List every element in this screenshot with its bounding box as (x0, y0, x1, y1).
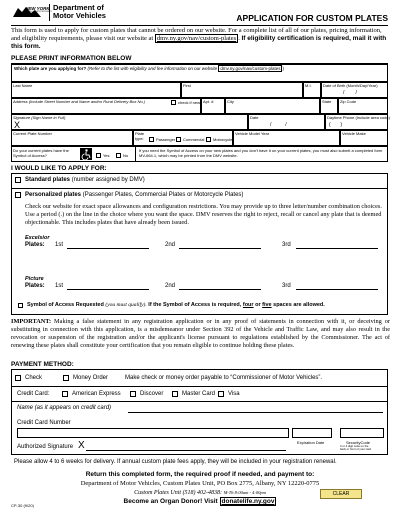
section-print-heading: PLEASE PRINT INFORMATION BELOW (11, 55, 132, 62)
title-rule (11, 25, 388, 26)
excelsior-plates-label: Plates: (25, 242, 45, 248)
payment-divider (11, 386, 388, 387)
signature-label: Signature (Sign Name in Full) (13, 115, 66, 120)
expiration-field[interactable] (292, 428, 332, 438)
passenger-checkbox[interactable] (149, 137, 154, 142)
section-apply-heading: I WOULD LIKE TO APPLY FOR: (11, 165, 107, 172)
city-field[interactable] (225, 98, 320, 114)
phone-parens: ( ) (329, 122, 343, 128)
standard-plates-checkbox[interactable] (15, 177, 21, 183)
excelsior-third-choice[interactable] (296, 248, 378, 249)
date-slashes: / / (270, 122, 287, 128)
symbol-divider (135, 146, 136, 162)
plate-type-label: Plate type: (135, 131, 145, 141)
personalized-plates-label: Personalized plates (Passenger Plates, Commercial Plates or Motorcycle Plates) (25, 192, 244, 198)
name-on-card-field[interactable] (128, 412, 383, 413)
organ-donor-link[interactable]: donatelife.ny.gov (221, 498, 275, 505)
state-label: State (322, 99, 332, 104)
phone-label: Daytime Phone (Include area code) (327, 115, 390, 120)
excelsior-first-label: 1st (55, 242, 64, 248)
payment-heading: PAYMENT METHOD: (11, 361, 74, 368)
zip-label: Zip Code (340, 99, 357, 104)
standard-divider (11, 188, 388, 189)
delivery-note: Please allow 4 to 6 weeks for delivery. If annual custom plate fees apply, they will be included in your registration renewal. (14, 459, 337, 465)
last-name-label: Last Name (13, 83, 33, 88)
date-label: Date (250, 115, 259, 120)
last-name-field[interactable] (11, 82, 181, 98)
picture-plates-label: Plates: (25, 283, 45, 289)
logo-divider (49, 4, 50, 21)
new-address-label: check if new (178, 100, 201, 105)
picture-second-label: 2nd (165, 283, 176, 289)
security-code-note-2: back or front of your card (340, 447, 372, 451)
visa-checkbox[interactable] (218, 391, 224, 397)
security-code-note-1: 3 or 4 digit code on the (340, 444, 369, 448)
mastercard-checkbox[interactable] (172, 391, 178, 397)
excelsior-third-label: 3rd (282, 242, 291, 248)
money-order-label: Money Order (73, 375, 109, 381)
picture-first-label: 1st (55, 283, 64, 289)
symbol-no-checkbox[interactable] (116, 153, 121, 158)
standard-plates-label: Standard plates (number assigned by DMV) (25, 177, 145, 183)
which-plate-link[interactable]: dmv.ny.gov/nav/custom-plates (220, 66, 281, 71)
symbol-requested-checkbox[interactable] (18, 303, 23, 308)
address-label: Address (Include Street Number and Name and/or Rural Delivery Box No.) (13, 99, 146, 104)
page-title: APPLICATION FOR CUSTOM PLATES (236, 13, 388, 23)
form-id: CP-30 (9/20) (11, 503, 34, 508)
vehicle-year-label: Vehicle Model Year (235, 131, 270, 136)
personalized-plates-checkbox[interactable] (15, 192, 21, 198)
visa-label: Visa (228, 391, 240, 397)
motorcycle-label: Motorcycle (213, 137, 233, 142)
clear-button[interactable]: CLEAR (320, 489, 362, 499)
first-name-field[interactable] (181, 82, 303, 98)
payable-text: Make check or money order payable to “Commissioner of Motor Vehicles”. (125, 375, 323, 381)
mastercard-label: Master Card (182, 391, 216, 397)
commercial-checkbox[interactable] (176, 137, 181, 142)
authorized-signature-label: Authorized Signature (17, 444, 74, 450)
organ-donor-line: Become an Organ Donor! Visit donatelife.ny.gov (123, 498, 275, 505)
return-address: Department of Motor Vehicles, Custom Plates Unit, PO Box 2775, Albany, NY 12220-0775 (80, 480, 320, 487)
discover-checkbox[interactable] (130, 391, 136, 397)
custom-plates-phone-line: Custom Plates Unit (518) 402-4838: M-Th 8:00am - 4:00pm (134, 490, 266, 496)
dob-label: Date of Birth (Month/Day/Year) (323, 83, 378, 88)
intro-bold-text: If eligibility certification is required, mail it with this form. (11, 35, 387, 50)
card-number-field[interactable] (17, 428, 289, 438)
intro-text: This form is used to apply for custom plates that cannot be ordered on our website. For a complete list of all of our plates, pricing information, and eligibility requirements, please visit our website at (11, 27, 382, 42)
logo-sub-text: STATE OF OPPORTUNITY (25, 11, 52, 13)
picture-first-choice[interactable] (67, 289, 149, 290)
symbol-requested-label: Symbol of Access Requested (you must qualify). If the Symbol of Access is required, four or five spaces are allowed. (27, 302, 325, 308)
symbol-yes-label: Yes (103, 153, 110, 158)
security-code-field[interactable] (340, 428, 384, 438)
money-order-checkbox[interactable] (63, 375, 69, 381)
apt-label: Apt. # (203, 99, 214, 104)
middle-initial-label: M.I. (305, 83, 312, 88)
intro-website-link[interactable]: dmv.ny.gov/nav/custom-plates (156, 35, 237, 42)
picture-label: Picture (25, 276, 44, 282)
amex-label: American Express (72, 391, 121, 397)
plate-number-label: Current Plate Number (13, 131, 52, 136)
picture-second-choice[interactable] (179, 289, 261, 290)
which-plate-label: Which plate are you applying for? (Refer to the list with eligibility and fee information on our website dmv.ny.gov/nav/custom-plates ) (14, 66, 284, 71)
discover-label: Discover (140, 391, 164, 397)
personalized-instructions: Check our website for exact space allowances and configuration restrictions. You may provide up to three letter/number combination choices. Use a period (.) on the line in the choice where you want the space. DMV reserves the right to reject, recall or cancel any plate that is deemed objectionable. This includes plates that have already been issued. (25, 203, 382, 226)
first-name-label: First (183, 83, 191, 88)
amex-checkbox[interactable] (62, 391, 68, 397)
symbol-no-label: No (123, 153, 129, 158)
excelsior-second-choice[interactable] (179, 248, 261, 249)
expiration-label: Expiration Date (297, 440, 325, 445)
picture-third-choice[interactable] (296, 289, 378, 290)
authorized-signature-x: X (78, 440, 85, 451)
passenger-label: Passenger (156, 137, 176, 142)
signature-x: X (14, 120, 21, 130)
check-checkbox[interactable] (15, 375, 21, 381)
security-code-label: SecurityCode (346, 440, 371, 445)
excelsior-second-label: 2nd (165, 242, 176, 248)
wheelchair-icon (80, 147, 92, 159)
cc-divider (11, 401, 388, 402)
credit-card-label: Credit Card: (17, 391, 50, 397)
city-label: City (227, 99, 234, 104)
dept-line-2: Motor Vehicles (53, 11, 106, 20)
symbol-note: If you need the Symbol of Access on your new plates and you don't have it on your current plates, you must also submit a completed form MV-664.1, which may be printed from the DMV website. (139, 148, 383, 159)
picture-third-label: 3rd (282, 283, 291, 289)
check-label: Check (25, 375, 43, 381)
intro-paragraph: This form is used to apply for custom plates that cannot be ordered on our website. For a complete list of all of our plates, pricing information, and eligibility requirements, please visit our website at dmv.ny.gov/nav/custom-plates . If eligibility certification is required, mail it with this form. (11, 27, 387, 50)
excelsior-label: Excelsior (25, 235, 50, 241)
dob-slashes: / / (343, 90, 357, 96)
new-address-checkbox[interactable] (171, 100, 176, 105)
symbol-yes-checkbox[interactable] (96, 153, 101, 158)
excelsior-first-choice[interactable] (67, 248, 149, 249)
commercial-label: Commercial (183, 137, 205, 142)
symbol-question: Do your current plates have the Symbol of Access? (13, 148, 69, 158)
card-number-label: Credit Card Number (17, 420, 71, 426)
vehicle-make-label: Vehicle Make (342, 131, 366, 136)
name-on-card-label: Name (as it appears on credit card) (17, 405, 112, 411)
important-notice: IMPORTANT: Making a false statement in any registration application or in any proof of statements in connection with it, or deceiving or substituting in connection with this application, is a misdemeanor under Section 392 of the Vehicle and Traffic Law, and may also result in the revocation or suspension of the registration and/or the applicant's license pursuant to regulations established by the Commissioner. The act of renewing these plates shall constitute your certification that you remain eligible to continue holding these plates. (11, 318, 390, 349)
authorized-signature-field[interactable] (86, 450, 286, 451)
return-line: Return this completed form, the required proof if needed, and payment to: (85, 471, 315, 478)
logo-state-text: NEW YORK (25, 6, 50, 11)
dept-line-1: Department of (53, 3, 104, 12)
motorcycle-checkbox[interactable] (206, 137, 211, 142)
